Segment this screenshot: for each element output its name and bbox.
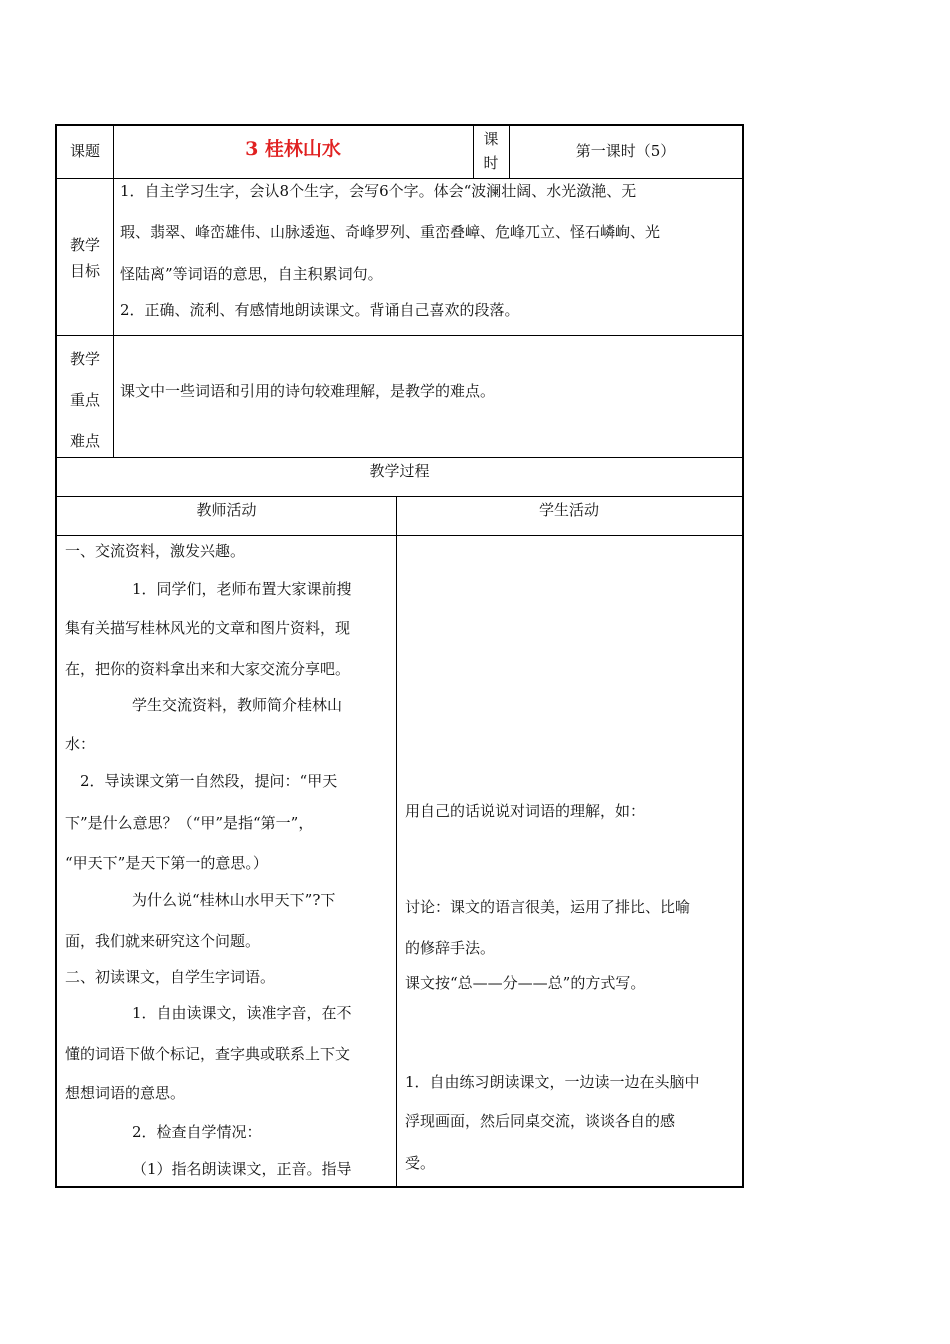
student-line: 的修辞手法。 (405, 939, 496, 957)
teacher-line: 集有关描写桂林风光的文章和图片资料，现 (65, 619, 351, 637)
key-points-label-line: 教学 (69, 350, 100, 368)
row-divider (57, 335, 742, 336)
teacher-activity-header: 教师活动 (196, 501, 257, 519)
objectives-label (57, 232, 113, 284)
row-divider (57, 457, 742, 458)
teacher-line: “甲天下”是天下第一的意思。） (65, 854, 268, 872)
teacher-line: 二、初读课文，自学生字词语。 (65, 968, 276, 986)
student-activity-header: 学生活动 (538, 501, 599, 519)
teacher-line: 1．同学们，老师布置大家课前搜 (132, 580, 352, 598)
objective-line: 1．自主学习生字，会认8个生字，会写6个字。体会“波澜壮阔、水光潋滟、无 (120, 182, 637, 200)
objectives-label-line: 教学 (69, 236, 100, 254)
student-line: 课文按“总——分——总”的方式写。 (405, 974, 646, 992)
teacher-line: 学生交流资料，教师简介桂林山 (132, 696, 343, 714)
student-line: 受。 (405, 1154, 436, 1172)
teacher-line: 2．检查自学情况： (132, 1123, 262, 1141)
teacher-line: （1）指名朗读课文，正音。指导 (132, 1160, 352, 1178)
teacher-line: 2．导读课文第一自然段，提问：“甲天 (80, 772, 338, 790)
objectives-label-line: 目标 (69, 262, 100, 280)
objective-line: 怪陆离”等词语的意思，自主积累词句。 (120, 265, 383, 283)
key-points-label (57, 339, 113, 462)
student-line: 浮现画面，然后同桌交流，谈谈各自的感 (405, 1112, 676, 1130)
teacher-line: 懂的词语下做个标记，查字典或联系上下文 (65, 1045, 351, 1063)
teacher-line: 为什么说“桂林山水甲天下”?下 (132, 891, 336, 909)
student-line: 用自己的话说说对词语的理解，如： (405, 802, 646, 820)
student-line: 1．自由练习朗读课文，一边读一边在头脑中 (405, 1073, 700, 1091)
teacher-line: 面，我们就来研究这个问题。 (65, 932, 261, 950)
process-title: 教学过程 (369, 462, 430, 480)
row-divider (57, 535, 742, 536)
topic-label: 课题 (69, 142, 100, 160)
period-label (473, 127, 509, 175)
teacher-line: 下”是什么意思？（“甲”是指“第一”， (65, 814, 314, 832)
objective-line: 2．正确、流利、有感情地朗读课文。背诵自己喜欢的段落。 (120, 301, 520, 319)
key-points-label-line: 难点 (69, 432, 100, 450)
lesson-title: 3 桂林山水 (245, 138, 341, 160)
period-value: 第一课时（5） (575, 142, 676, 160)
teacher-line: 想想词语的意思。 (65, 1084, 186, 1102)
key-points-text: 课文中一些词语和引用的诗句较难理解，是教学的难点。 (120, 382, 496, 400)
column-divider (396, 496, 397, 1186)
teacher-line: 在，把你的资料拿出来和大家交流分享吧。 (65, 660, 351, 678)
key-points-label-line: 重点 (69, 391, 100, 409)
student-line: 讨论：课文的语言很美，运用了排比、比喻 (405, 898, 691, 916)
period-label-line: 课 (483, 130, 499, 148)
row-divider (57, 496, 742, 497)
teacher-line: 1．自由读课文，读准字音，在不 (132, 1004, 352, 1022)
period-label-line: 时 (483, 154, 499, 172)
objective-line: 瑕、翡翠、峰峦雄伟、山脉逶迤、奇峰罗列、重峦叠嶂、危峰兀立、怪石嶙峋、光 (120, 223, 661, 241)
column-divider (113, 126, 114, 457)
teacher-line: 一、交流资料，激发兴趣。 (65, 542, 246, 560)
teacher-line: 水： (65, 735, 96, 753)
row-divider (57, 178, 742, 179)
